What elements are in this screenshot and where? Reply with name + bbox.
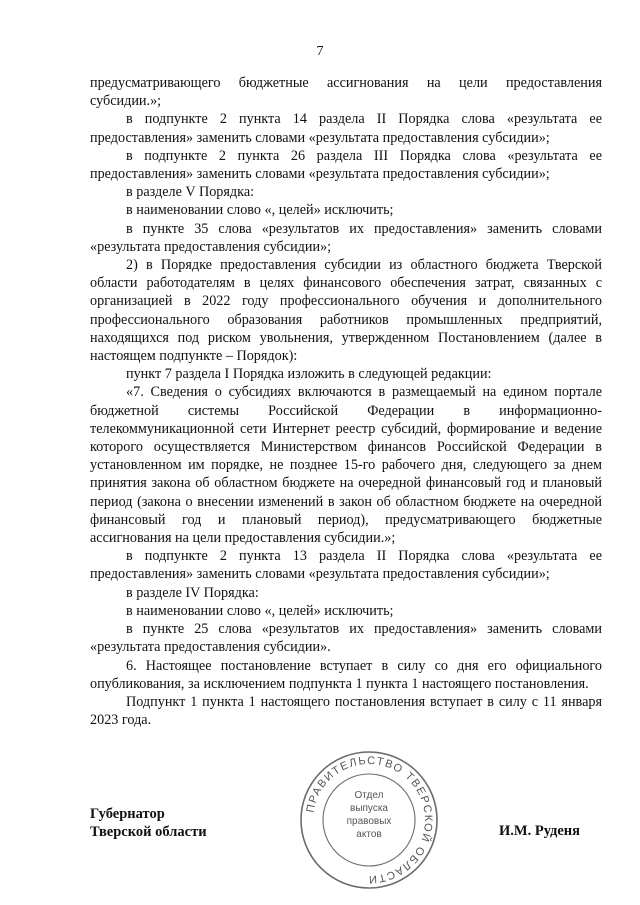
paragraph: 6. Настоящее постановление вступает в силу со дня его официального опубликования, за исключением подпункта 1 пункта 1 настоящего постановления. [90,657,602,692]
stamp-line: выпуска [350,803,388,814]
paragraph: 2) в Порядке предоставления субсидии из областного бюджета Тверской области работодателям в целях финансового обеспечения затрат, связанных с организацией в 2022 году профессионального обучения и дополнительного профессионального образования работников промышленных предприятий, находящихся под риском увольнения, утвержденном Постановлением (далее в настоящем подпункте – Порядок): [90,257,602,365]
stamp-line: Отдел [354,790,384,801]
page-number: 7 [316,44,324,59]
paragraph: в пункте 35 слова «результатов их предоставления» заменить словами «результата предоставления субсидии»; [90,220,602,255]
paragraph: в наименовании слово «, целей» исключить; [126,602,394,619]
paragraph: в разделе V Порядка: [126,184,255,201]
paragraph: предусматривающего бюджетные ассигнования на цели предоставления субсидии.»; [90,75,602,110]
paragraph: в подпункте 2 пункта 13 раздела II Порядка слова «результата ее предоставления» заменить словами «результата предоставления субсидии»; [90,548,602,583]
document-body [90,74,602,729]
signatory-position-line2: Тверской области [90,824,207,840]
paragraph: в наименовании слово «, целей» исключить; [126,202,394,219]
paragraph: в пункте 25 слова «результатов их предоставления» заменить словами «результата предоставления субсидии». [90,621,602,656]
paragraph: в подпункте 2 пункта 14 раздела II Порядка слова «результата ее предоставления» заменить словами «результата предоставления субсидии»; [90,111,602,146]
official-stamp [294,745,444,895]
paragraph: пункт 7 раздела I Порядка изложить в следующей редакции: [126,366,492,383]
stamp-inner-text [294,745,444,895]
paragraph: в подпункте 2 пункта 26 раздела III Порядка слова «результата ее предоставления» заменить словами «результата предоставления субсидии»; [90,147,602,183]
paragraph: «7. Сведения о субсидиях включаются в размещаемый на едином портале бюджетной системы Российской Федерации в информационно-телекоммуникационной сети Интернет реестр субсидий, формирование и ведение которого осуществляется Министерством финансов Российской Федерации в установленном им порядке, не позднее 15-го рабочего дня, следующего за днем принятия закона об областном бюджете на очередной финансовый год и плановый период (закона о внесении изменений в закон об областном бюджете на очередной финансовый год и плановый период), предусматривающего бюджетные ассигнования на цели предоставления субсидии.»; [90,384,602,547]
stamp-line: правовых [346,816,392,827]
signatory-position-line1: Губернатор [90,806,165,822]
paragraph: в разделе IV Порядка: [126,584,259,601]
paragraph: Подпункт 1 пункта 1 настоящего постановления вступает в силу с 11 января 2023 года. [90,693,602,729]
signatory-position [90,805,207,841]
stamp-ring-text: ПРАВИТЕЛЬСТВО ТВЕРСКОЙ ОБЛАСТИ [304,754,435,886]
signatory-name: И.М. Руденя [499,823,581,839]
stamp-line: актов [356,829,382,840]
